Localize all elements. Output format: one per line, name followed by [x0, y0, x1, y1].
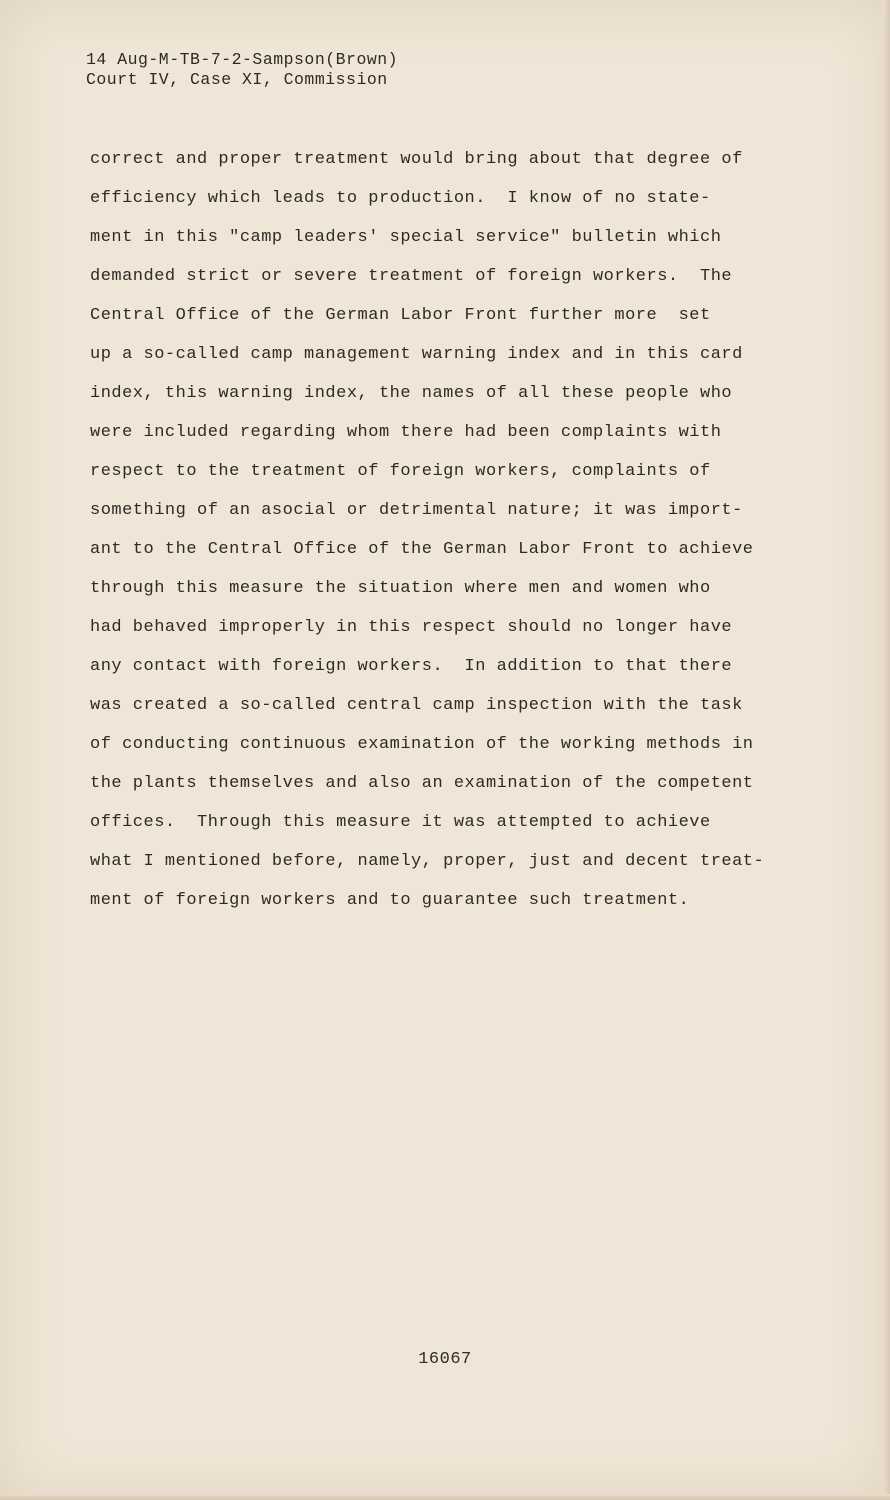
text-line: was created a so-called central camp inspection with the task [90, 696, 743, 715]
text-line: something of an asocial or detrimental nature; it was import- [90, 501, 743, 520]
page-edge-bottom [0, 1494, 890, 1500]
text-line: the plants themselves and also an examination of the competent [90, 774, 754, 793]
text-line: of conducting continuous examination of the working methods in [90, 735, 754, 754]
text-line: through this measure the situation where men and women who [90, 579, 711, 598]
text-line: ment of foreign workers and to guarantee such treatment. [90, 891, 690, 910]
document-header [86, 50, 398, 90]
text-line: respect to the treatment of foreign workers, complaints of [90, 462, 711, 481]
text-line: up a so-called camp management warning index and in this card [90, 345, 743, 364]
text-line: efficiency which leads to production. I know of no state- [90, 189, 711, 208]
page-number: 16067 [418, 1350, 472, 1369]
text-line: ment in this "camp leaders' special service" bulletin which [90, 228, 722, 247]
text-line: any contact with foreign workers. In addition to that there [90, 657, 733, 676]
text-line: demanded strict or severe treatment of foreign workers. The [90, 267, 733, 286]
text-line: had behaved improperly in this respect should no longer have [90, 618, 733, 637]
text-line: index, this warning index, the names of all these people who [90, 384, 733, 403]
header-court-line: Court IV, Case XI, Commission [86, 70, 388, 89]
text-line: Central Office of the German Labor Front further more set [90, 306, 711, 325]
testimony-text [90, 140, 820, 920]
text-line: correct and proper treatment would bring about that degree of [90, 150, 743, 169]
header-reference-line: 14 Aug-M-TB-7-2-Sampson(Brown) [86, 50, 399, 69]
text-line: ant to the Central Office of the German Labor Front to achieve [90, 540, 754, 559]
text-line: offices. Through this measure it was attempted to achieve [90, 813, 711, 832]
page-edge-right [882, 0, 890, 1500]
text-line: were included regarding whom there had been complaints with [90, 423, 722, 442]
text-line: what I mentioned before, namely, proper, just and decent treat- [90, 852, 765, 871]
